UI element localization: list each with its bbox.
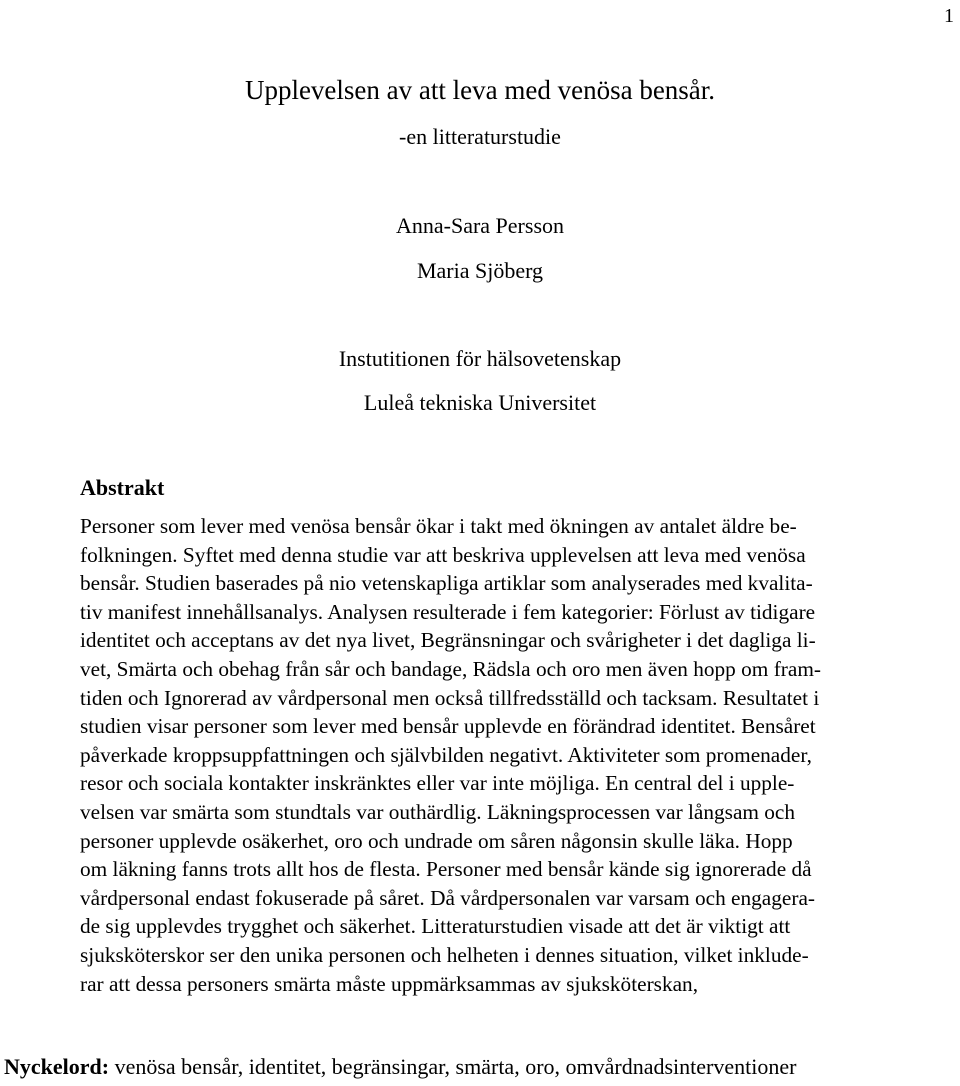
abstract-line: tiv manifest innehållsanalys. Analysen resulterade i fem kategorier: Förlust av tidigare <box>80 599 816 624</box>
abstract-line: tiden och Ignorerad av vårdpersonal men också tillfredsställd och tacksam. Resultatet i <box>80 685 820 710</box>
document-subtitle: -en litteraturstudie <box>399 124 561 149</box>
page-number: 1 <box>944 5 954 27</box>
abstract-line: vårdpersonal endast fokuserade på såret. Då vårdpersonalen var varsam och engagera- <box>80 885 815 910</box>
keywords-text: venösa bensår, identitet, begränsingar, smärta, oro, omvårdnadsinterventioner <box>109 1054 797 1079</box>
abstract-line: rar att dessa personers smärta måste uppmärksammas av sjuksköterskan, <box>80 971 699 996</box>
author-name: Maria Sjöberg <box>416 258 544 283</box>
abstract-line: om läkning fanns trots allt hos de flesta. Personer med bensår kände sig ignorerade då <box>80 857 812 882</box>
affiliation-university: Luleå tekniska Universitet <box>363 390 597 415</box>
abstract-line: folkningen. Syftet med denna studie var att beskriva upplevelsen att leva med venösa <box>80 542 806 567</box>
abstract-line: sjuksköterskor ser den unika personen och helheten i dennes situation, vilket inklude- <box>80 942 809 967</box>
abstract-line: resor och sociala kontakter inskränktes eller var inte möjliga. En central del i upple- <box>80 771 795 796</box>
abstract-line: studien visar personer som lever med bensår upplevde en förändrad identitet. Bensåret <box>80 714 816 739</box>
affiliation-department: Instutitionen för hälsovetenskap <box>338 346 622 371</box>
abstract-line: personer upplevde osäkerhet, oro och undrade om såren någonsin skulle läka. Hopp <box>80 828 793 853</box>
document-title: Upplevelsen av att leva med venösa bensår. <box>244 75 716 105</box>
abstract-line: bensår. Studien baserades på nio vetenskapliga artiklar som analyserades med kvalita- <box>80 571 813 596</box>
abstract-line: Personer som lever med venösa bensår ökar i takt med ökningen av antalet äldre be- <box>80 514 797 538</box>
abstract-line: påverkade kroppsuppfattningen och självbilden negativt. Aktiviteter som promenader, <box>80 742 812 767</box>
keywords <box>4 1054 796 1080</box>
author-name: Anna-Sara Persson <box>395 213 565 238</box>
abstract-line: vet, Smärta och obehag från sår och bandage, Rädsla och oro men även hopp om fram- <box>80 656 821 681</box>
abstract-body <box>80 512 920 998</box>
abstract-heading: Abstrakt <box>80 475 165 500</box>
abstract-line: identitet och acceptans av det nya livet, Begränsningar och svårigheter i det dagliga li- <box>80 628 816 653</box>
abstract-line: velsen var smärta som stundtals var outhärdlig. Läkningsprocessen var långsam och <box>80 799 796 824</box>
abstract-line: de sig upplevdes trygghet och säkerhet. Litteraturstudien visade att det är viktigt att <box>80 914 791 939</box>
keywords-label: Nyckelord: <box>4 1054 110 1079</box>
